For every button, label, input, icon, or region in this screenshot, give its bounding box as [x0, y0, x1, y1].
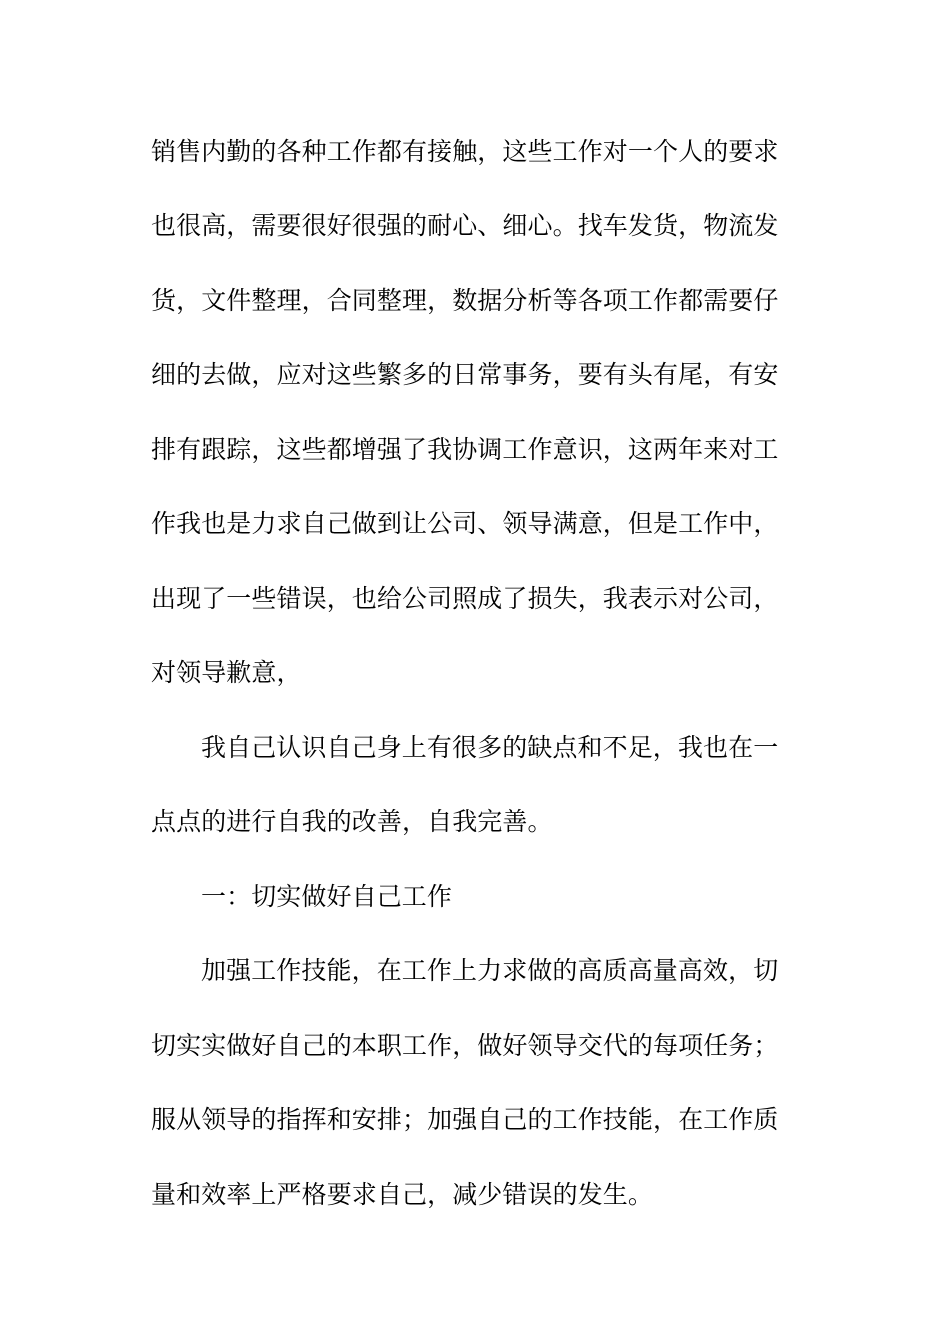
paragraph-2-line-2: 点点的进行自我的改善，自我完善。	[151, 807, 553, 836]
paragraph-3-line-2: 切实实做好自己的本职工作，做好领导交代的每项任务；	[151, 1031, 779, 1060]
paragraph-1-line-8: 对领导歉意，	[151, 658, 302, 687]
paragraph-1-line-7: 出现了一些错误，也给公司照成了损失，我表示对公司，	[151, 584, 779, 613]
paragraph-2-line-1: 我自己认识自己身上有很多的缺点和不足，我也在一	[201, 733, 779, 762]
paragraph-1-line-1: 销售内勤的各种工作都有接触，这些工作对一个人的要求	[151, 137, 779, 166]
paragraph-1-line-6: 作我也是力求自己做到让公司、领导满意，但是工作中，	[151, 509, 779, 538]
paragraph-1-line-2: 也很高，需要很好很强的耐心、细心。找车发货，物流发	[151, 211, 779, 240]
paragraph-3-line-4: 量和效率上严格要求自己，减少错误的发生。	[151, 1180, 654, 1209]
paragraph-3-line-1: 加强工作技能，在工作上力求做的高质高量高效，切	[201, 956, 779, 985]
paragraph-1-line-5: 排有跟踪，这些都增强了我协调工作意识，这两年来对工	[151, 435, 779, 464]
paragraph-1-line-3: 货，文件整理，合同整理，数据分析等各项工作都需要仔	[151, 286, 779, 315]
paragraph-3-line-3: 服从领导的指挥和安排；加强自己的工作技能，在工作质	[151, 1105, 779, 1134]
paragraph-1-line-4: 细的去做，应对这些繁多的日常事务，要有头有尾，有安	[151, 360, 779, 389]
section-heading: 一：切实做好自己工作	[201, 882, 453, 911]
